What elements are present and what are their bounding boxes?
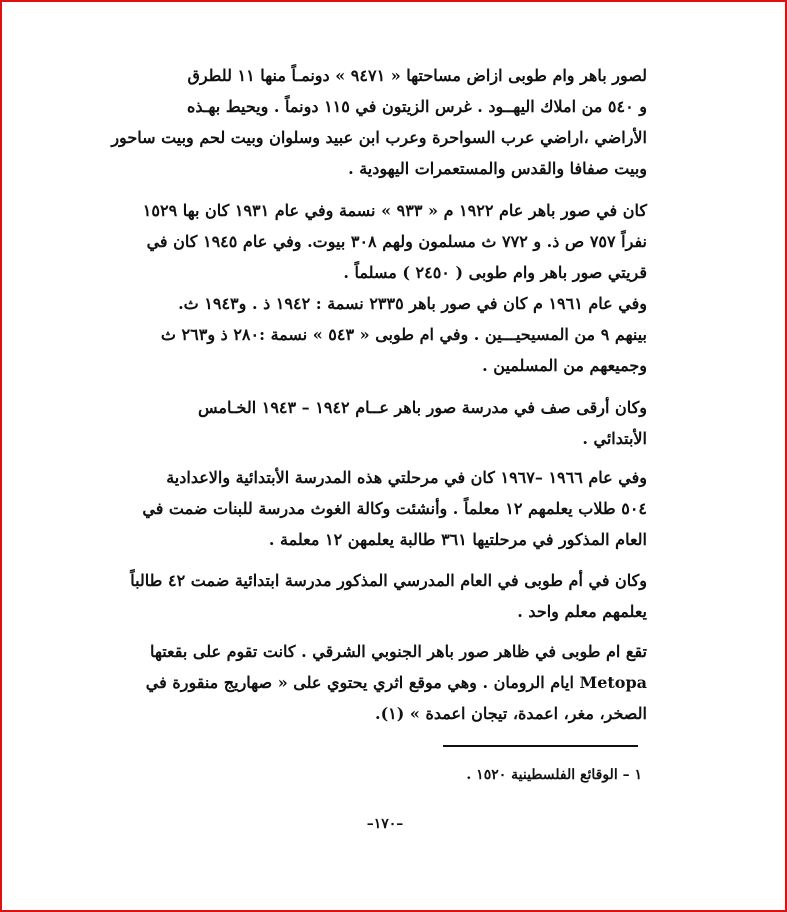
text-line: الصخر، مغر، اعمدة، تيجان اعمدة » (١). xyxy=(375,704,647,723)
text-line: ٥٠٤ طلاب يعلمهم ١٢ معلماً . وأنشئت وكالة الغوث مدرسة للبنات ضمت في xyxy=(142,499,647,518)
text-line: الأبتدائي . xyxy=(582,429,647,448)
page-number: –١٧٠– xyxy=(366,816,404,832)
text-line: العام المذكور في مرحلتيها ٣٦١ طالبة يعلمهن ١٢ معلمة . xyxy=(268,530,647,549)
paragraph-boundaries xyxy=(111,60,647,184)
paragraph-population xyxy=(142,195,647,288)
text-line: Metopa ايام الرومان . وهي موقع اثري يحتوي على « صهاريج منقورة في xyxy=(145,673,647,692)
text-line: وبيت صفافا والقدس والمستعمرات اليهودية . xyxy=(348,159,647,178)
text-line: قريتي صور باهر وام طوبى ( ٢٤٥٠ ) مسلماً . xyxy=(343,263,647,282)
text-line: وكان في أم طوبى في العام المدرسي المذكور مدرسة ابتدائية ضمت ٤٢ طالباً xyxy=(130,571,647,590)
text-line: نفراً ٧٥٧ ص ذ. و ٧٧٢ ث مسلمون ولهم ٣٠٨ بيوت. وفي عام ١٩٤٥ كان في xyxy=(146,232,647,251)
text-line: بينهم ٩ من المسيحيـــين . وفي ام طوبى « ٥٤٣ » نسمة :٢٨٠ ذ و٢٦٣ ث xyxy=(160,325,647,344)
paragraph-census-1961 xyxy=(150,288,647,381)
footnote: ١ – الوقائع الفلسطينية ١٥٢٠ . xyxy=(466,767,642,783)
text-line: و ٥٤٠ من املاك اليهــود . غرس الزيتون في ١١٥ دونماً . ويحيط بهـذه xyxy=(186,97,647,116)
paragraph-um-tuba-school xyxy=(130,565,647,627)
text-line: وكان أرقى صف في مدرسة صور باهر عــام ١٩٤٢ – ١٩٤٣ الخـامس xyxy=(197,398,647,417)
paragraph-schools xyxy=(142,462,647,555)
text-line: الأراضي ،اراضي عرب السواحرة وعرب ابن عبيد وسلوان وبيت لحم وبيت ساحور xyxy=(111,128,647,147)
text-line: كان في صور باهر عام ١٩٢٢ م « ٩٣٣ » نسمة وفي عام ١٩٣١ كان بها ١٥٢٩ xyxy=(142,201,647,220)
text-line: وفي عام ١٩٦١ م كان في صور باهر ٢٣٣٥ نسمة : ١٩٤٢ ذ . و١٩٤٣ ث. xyxy=(178,294,647,313)
text-line: لصور باهر وام طوبى ازاض مساحتها « ٩٤٧١ » دونمـاً منها ١١ للطرق xyxy=(187,66,647,85)
text-line: يعلمهم معلم واحد . xyxy=(517,602,647,621)
footnote-divider xyxy=(443,745,638,747)
text-line: وفي عام ١٩٦٦ –١٩٦٧ كان في مرحلتي هذه المدرسة الأبتدائية والاعدادية xyxy=(166,468,647,487)
text-line: تقع ام طوبى في ظاهر صور باهر الجنوبي الشرقي . كانت تقوم على بقعتها xyxy=(149,642,647,661)
paragraph-school-grade xyxy=(150,392,647,454)
paragraph-um-tuba-location xyxy=(145,636,647,729)
text-line: وجميعهم من المسلمين . xyxy=(482,356,647,375)
